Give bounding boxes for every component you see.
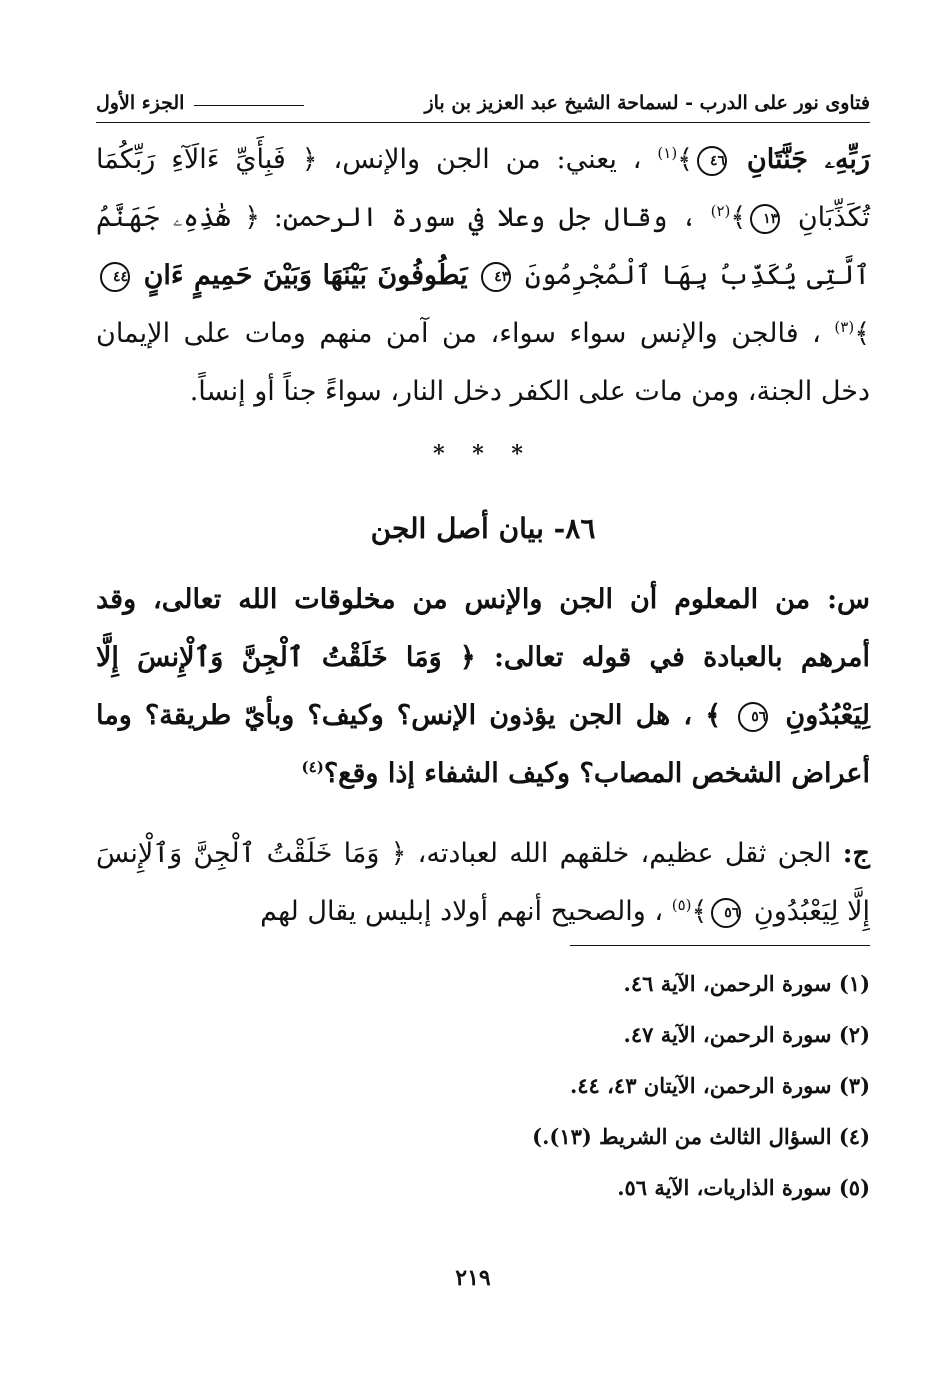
ayah-number-mark: ٥٦ <box>738 702 768 732</box>
ayah-number-mark: ٤٤ <box>100 262 130 292</box>
ayah-number-mark: ٤٦ <box>697 146 727 176</box>
section-heading <box>96 509 870 549</box>
answer-block: ج: الجن ثقل عظيم، خلقهم الله لعبادته، ﴿ وَمَا خَلَقْتُ ٱلْجِنَّ وَٱلْإِنسَ إِلَّا لِيَعْبُدُونِ ٥٦﴾$^{(٥)}$ ، والصحيح أنهم أولاد إبليس يقال لهم <box>96 838 870 927</box>
book-page <box>96 88 870 1308</box>
header-rule <box>194 105 304 106</box>
paragraph-text: ، وقال جل وعلا في سورة الرحمن: ﴿ هَٰذِهِۦ جَهَنَّمُ ٱلَّتِى يُكَذِّبُ بِهَا ٱلْمُجْرِمُونَ <box>96 202 871 291</box>
paragraph-text: ، فالجن والإنس سواء سواء، من آمن منهم ومات على الإيمان دخل الجنة، ومن مات على الكفر دخل النار، سواءً جناً أو إنساً. <box>96 318 870 407</box>
footnote-item: (٣) سورة الرحمن، الآيتان ٤٣، ٤٤. <box>569 1073 870 1098</box>
section-title: بيان أصل الجن <box>370 512 544 545</box>
quran-text: يَطُوفُونَ بَيْنَهَا وَبَيْنَ حَمِيمٍ ءَانٍ <box>143 260 468 291</box>
question-label: س: <box>827 584 870 615</box>
quran-text: رَبِّهِۦ جَنَّتَانِ <box>746 144 870 175</box>
ayah-number-mark: ١٣ <box>750 204 780 234</box>
book-title: فتاوى نور على الدرب - لسماحة الشيخ عبد العزيز بن باز <box>424 92 870 114</box>
running-header <box>96 88 870 123</box>
answer-label: ج: <box>842 838 870 869</box>
question-text: ﴾ ، هل الجن يؤذون الإنس؟ وكيف؟ وبأيّ طريقة؟ وما أعراض الشخص المصاب؟ وكيف الشفاء إذا وقع؟ <box>96 700 870 789</box>
footnotes <box>96 958 870 1213</box>
answer-text: ، والصحيح أنهم أولاد إبليس يقال لهم <box>260 896 664 927</box>
ayah-number-mark: ٤٣ <box>481 262 511 292</box>
section-number: ٨٦- <box>553 512 596 545</box>
footnote-ref: (٣) <box>834 318 855 336</box>
section-separator: * * * <box>433 441 533 467</box>
footnote-separator <box>570 945 870 946</box>
page-number: ٢١٩ <box>455 1265 491 1291</box>
question-block <box>96 571 870 803</box>
paragraph-text: ، يعني: من الجن والإنس، ﴿ فَبِأَيِّ ءَالَآءِ رَبِّكُمَا تُكَذِّبَانِ <box>96 144 871 233</box>
ayah-number-mark: ٥٦ <box>711 898 741 928</box>
answer-text: الجن ثقل عظيم، خلقهم الله لعبادته، ﴿ وَمَا خَلَقْتُ ٱلْجِنَّ وَٱلْإِنسَ إِلَّا لِيَعْبُدُونِ <box>96 838 870 927</box>
footnote-ref: (٢) <box>710 202 731 220</box>
footnote-item: (٥) سورة الذاريات، الآية ٥٦. <box>617 1175 870 1200</box>
footnote-item: (٢) سورة الرحمن، الآية ٤٧. <box>623 1022 870 1047</box>
question-text: من المعلوم أن الجن والإنس من مخلوقات الله تعالى، وقد أمرهم بالعبادة في قوله تعالى: ﴿ وَمَا خَلَقْتُ ٱلْجِنَّ وَٱلْإِنسَ إِلَّا لِيَعْبُدُونِ <box>96 584 870 731</box>
footnote-item: (١) سورة الرحمن، الآية ٤٦. <box>623 971 870 996</box>
part-label: الجزء الأول <box>96 92 185 114</box>
footnote-ref: (٤) <box>301 758 324 776</box>
footnote-ref: (٥) <box>671 896 692 914</box>
footnote-ref: (١) <box>657 144 678 162</box>
paragraph-continuation: رَبِّهِۦ جَنَّتَانِ ٤٦﴾$^{(١)}$ ، يعني: من الجن والإنس، ﴿ فَبِأَيِّ ءَالَآءِ رَبِّكُمَا تُكَذِّبَانِ ١٣﴾$^{(٢)}$ ، وقال جل وعلا في سورة الرحمن: ﴿ هَٰذِهِۦ جَهَنَّمُ ٱلَّتِى يُكَذِّبُ بِهَا ٱلْمُجْرِمُونَ ٤٣ يَطُوفُونَ بَيْنَهَا وَبَيْنَ حَمِيمٍ ءَانٍ ٤٤﴾$^{(٣)}$ ، فالجن والإنس سواء سواء، من آمن منهم ومات على الإيمان دخل الجنة، ومن مات على الكفر دخل النار، سواءً جناً أو إنساً. <box>96 144 871 407</box>
footnote-item: (٤) السؤال الثالث من الشريط (١٣).) <box>532 1124 870 1149</box>
